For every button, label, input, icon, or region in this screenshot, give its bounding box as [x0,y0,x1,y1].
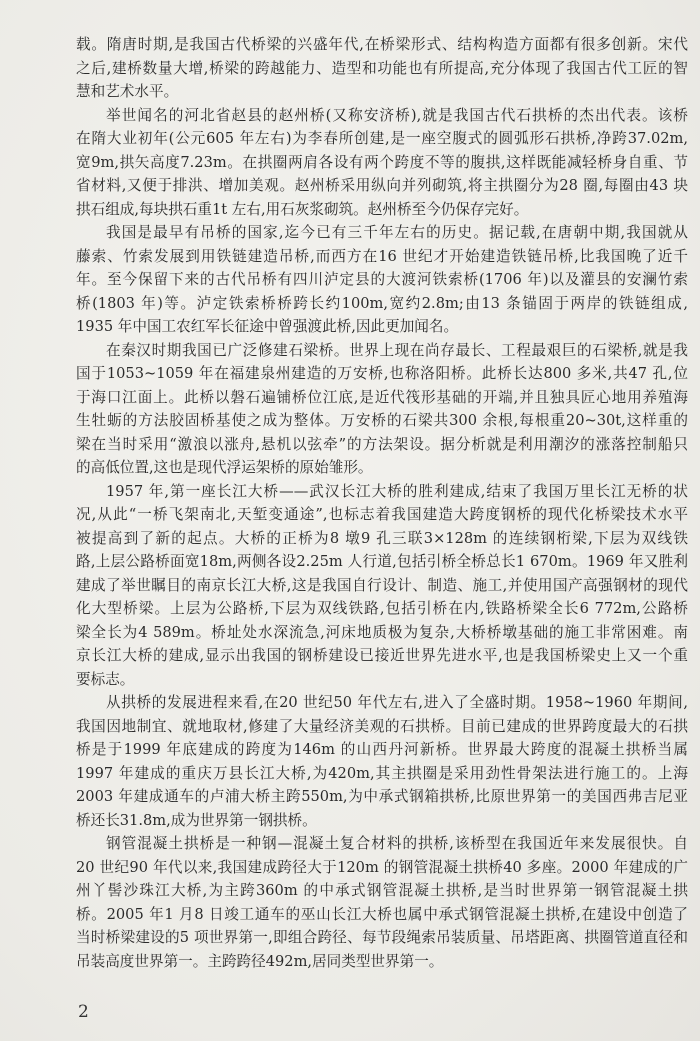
text-line: 京长江大桥的建成,显示出我国的钢桥建设已接近世界先进水平,也是我国桥梁史上又一个重 [76,647,688,664]
text-line: 之后,建桥数量大增,桥梁的跨越能力、造型和功能也有所提高,充分体现了我国古代工匠的智 [76,59,688,77]
text-line: 桥是于1999 年底建成的跨度为146m 的山西丹河新桥。世界最大跨度的混凝土拱桥当属 [76,741,688,758]
paragraph [76,480,688,692]
text-line: 宽9m,拱矢高度7.23m。在拱圈两肩各设有两个跨度不等的腹拱,这样既能减轻桥身自重、节 [76,153,688,171]
paragraph [76,832,688,973]
text-line: 从拱桥的发展进程来看,在20 世纪50 年代左右,进入了全盛时期。1958~1960 年期间, [106,694,688,711]
text-line: 要标志。 [76,670,135,688]
text-line: 生牡蛎的方法胶固桥基使之成为整体。万安桥的石梁共300 余根,每根重20~30t,这样重的 [76,412,688,429]
text-line: 在秦汉时期我国已广泛修建石梁桥。世界上现在尚存最长、工程最艰巨的石梁桥,就是我 [106,341,688,359]
text-line: 桥(1803 年)等。泸定铁索桥桥跨长约100m,宽约2.8m;由13 条锚固于两岸的铁链组成, [76,294,688,312]
text-line: 藤索、竹索发展到用铁链建造吊桥,而西方在16 世纪才开始建造铁链吊桥,比我国晚了近千 [76,247,688,265]
text-line: 桥。2005 年1 月8 日竣工通车的巫山长江大桥也属中承式钢管混凝土拱桥,在建设中创造了 [76,905,688,923]
text-line: 吊装高度世界第一。主跨跨径492m,居同类型世界第一。 [76,952,444,970]
text-line: 梁全长为4 589m。桥址处水深流急,河床地质极为复杂,大桥桥墩基础的施工非常困难。南 [76,623,688,641]
text-line: 拱石组成,每块拱石重1t 左右,用石灰浆砌筑。赵州桥至今仍保存完好。 [76,200,529,218]
text-line: 我国因地制宜、就地取材,修建了大量经济美观的石拱桥。目前已建成的世界跨度最大的石拱 [76,717,688,735]
paragraph [76,221,688,339]
text-line: 载。隋唐时期,是我国古代桥梁的兴盛年代,在桥梁形式、结构构造方面都有很多创新。宋代 [76,36,688,53]
text-line: 州丫髻沙珠江大桥,为主跨360m 的中承式钢管混凝土拱桥,是当时世界第一钢管混凝土拱 [76,882,688,899]
body-text [76,33,688,973]
text-line: 省材料,又便于排洪、增加美观。赵州桥采用纵向并列砌筑,将主拱圈分为28 圈,每圈由43 块 [76,177,688,194]
text-line: 2003 年建成通车的卢浦大桥主跨550m,为中承式钢箱拱桥,比原世界第一的美国西弗吉尼亚 [76,788,688,805]
text-line: 1935 年中国工农红军长征途中曾强渡此桥,因此更加闻名。 [76,318,459,335]
text-line: 于海口江面上。此桥以磐石遍铺桥位江底,是近代筏形基础的开端,并且独具匠心地用养殖海 [76,388,688,406]
text-line: 1997 年建成的重庆万县长江大桥,为420m,其主拱圈是采用劲性骨架法进行施工的。上海 [76,764,688,782]
text-line: 1957 年,第一座长江大桥——武汉长江大桥的胜利建成,结束了我国万里长江无桥的状 [106,482,688,500]
text-line: 当时桥梁建设的5 项世界第一,即组合跨径、每节段绳索吊装质量、吊塔距离、拱圈管道直径和 [76,929,688,946]
text-line: 建成了举世瞩目的南京长江大桥,这是我国自行设计、制造、施工,并使用国产高强钢材的现代 [76,576,688,594]
text-line: 举世闻名的河北省赵县的赵州桥(又称安济桥),就是我国古代石拱桥的杰出代表。该桥 [106,106,688,124]
text-line: 慧和艺术水平。 [76,83,179,100]
text-line: 被提高到了新的起点。大桥的正桥为8 墩9 孔三联3×128m 的连续钢桁梁,下层为双线铁 [76,529,688,547]
text-line: 化大型桥梁。上层为公路桥,下层为双线铁路,包括引桥在内,铁路桥梁全长6 772m,公路桥 [76,600,688,617]
paragraph [76,33,688,104]
page-number: 2 [78,1002,89,1022]
text-line: 钢管混凝土拱桥是一种钢—混凝土复合材料的拱桥,该桥型在我国近年来发展很快。自 [106,835,688,852]
text-line: 况,从此“一桥飞架南北,天堑变通途”,也标志着我国建造大跨度钢桥的现代化桥梁技术水平 [76,506,688,523]
paragraph [76,339,688,480]
text-line: 的高低位置,这也是现代浮运架桥的原始雏形。 [76,459,373,476]
text-line: 梁在当时采用“激浪以涨舟,悬机以弦牵”的方法架设。据分析就是利用潮汐的涨落控制船只 [76,435,688,453]
paragraph [76,104,688,222]
paragraph [76,691,688,832]
text-line: 在隋大业初年(公元605 年左右)为李春所创建,是一座空腹式的圆弧形石拱桥,净跨37.02m, [76,130,688,147]
text-line: 年。至今保留下来的古代吊桥有四川泸定县的大渡河铁索桥(1706 年)以及灌县的安澜竹索 [76,271,688,288]
text-line: 桥还长31.8m,成为世界第一钢拱桥。 [76,811,317,829]
text-line: 路,上层公路桥面宽18m,两侧各设2.25m 人行道,包括引桥全桥总长1 670m。1969 年又胜利 [76,553,688,570]
text-line: 20 世纪90 年代以来,我国建成跨径大于120m 的钢管混凝土拱桥40 多座。2000 年建成的广 [76,858,688,876]
text-line: 我国是最早有吊桥的国家,迄今已有三千年左右的历史。据记载,在唐朝中期,我国就从 [106,224,688,241]
text-line: 国于1053~1059 年在福建泉州建造的万安桥,也称洛阳桥。此桥长达800 多米,共47 孔,位 [76,365,688,382]
